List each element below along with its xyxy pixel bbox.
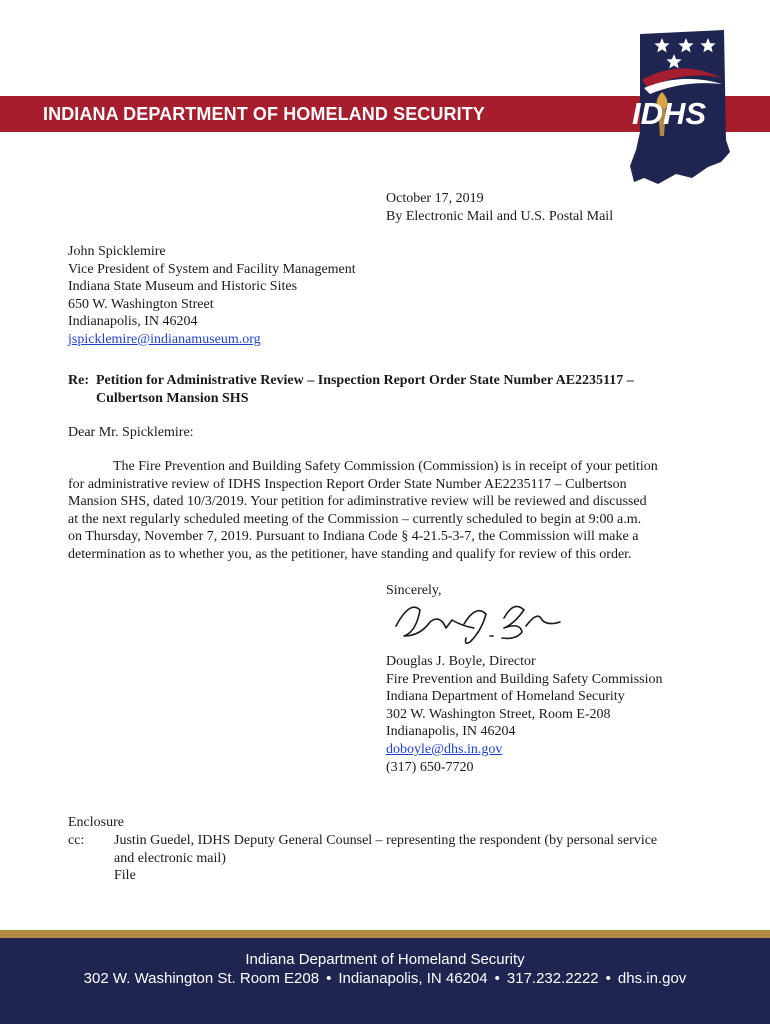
- recipient-city: Indianapolis, IN 46204: [68, 314, 198, 330]
- signer-city: Indianapolis, IN 46204: [386, 724, 516, 740]
- recipient-name: John Spicklemire: [68, 244, 166, 259]
- footer-street: 302 W. Washington St. Room E208: [83, 970, 320, 987]
- separator-dot: •: [326, 970, 332, 987]
- cc-line: and electronic mail): [114, 850, 226, 866]
- separator-dot: •: [605, 970, 611, 987]
- signature: [390, 596, 562, 652]
- body-paragraph: [68, 458, 658, 564]
- footer-city: Indianapolis, IN 46204: [338, 970, 488, 987]
- footer-gold-rule: [0, 930, 770, 938]
- signer-street: 302 W. Washington Street, Room E-208: [386, 706, 611, 722]
- body-line: determination as to whether you, as the petitioner, have standing and qualify for review of this order.: [68, 546, 632, 562]
- recipient-title: Vice President of System and Facility Management: [68, 261, 356, 277]
- body-line: for administrative review of IDHS Inspection Report Order State Number AE2235117 – Culbertson: [68, 476, 627, 492]
- signer-name: Douglas J. Boyle, Director: [386, 654, 536, 669]
- closing: Sincerely,: [386, 583, 442, 598]
- logo-text: IDHS: [632, 96, 707, 131]
- signer-phone: (317) 650-7720: [386, 759, 474, 775]
- footer-website[interactable]: dhs.in.gov: [617, 970, 687, 987]
- body-line: Mansion SHS, dated 10/3/2019. Your petition for adiminstrative review will be reviewed and discussed: [68, 494, 647, 510]
- signer-department: Indiana Department of Homeland Security: [386, 689, 625, 705]
- body-line: on Thursday, November 7, 2019. Pursuant to Indiana Code § 4-21.5-3-7, the Commission will make a: [68, 529, 639, 545]
- footer-contact-line: [0, 970, 770, 987]
- separator-dot: •: [494, 970, 500, 987]
- cc-label: cc:: [68, 833, 85, 848]
- recipient-address: [68, 243, 356, 349]
- salutation: Dear Mr. Spicklemire:: [68, 425, 194, 440]
- signer-block: [386, 653, 663, 776]
- cc-recipients: [114, 832, 657, 885]
- body-line: at the next regularly scheduled meeting of the Commission – currently scheduled to begin at 9:00 a.m.: [68, 511, 642, 527]
- idhs-logo: [618, 28, 743, 188]
- date-block: [386, 190, 613, 225]
- footer-department-name: Indiana Department of Homeland Security: [245, 951, 525, 968]
- subject-line-2: Culbertson Mansion SHS: [96, 390, 249, 406]
- cc-line: Justin Guedel, IDHS Deputy General Counsel – representing the respondent (by personal service: [114, 833, 658, 848]
- subject-line: [68, 372, 634, 407]
- footer-phone: 317.232.2222: [506, 970, 599, 987]
- recipient-email-link[interactable]: jspicklemire@indianamuseum.org: [68, 331, 261, 347]
- enclosure-label: Enclosure: [68, 815, 124, 830]
- body-line: The Fire Prevention and Building Safety Commission (Commission) is in receipt of your petition: [113, 459, 658, 474]
- department-title: INDIANA DEPARTMENT OF HOMELAND SECURITY: [43, 104, 485, 124]
- signer-commission: Fire Prevention and Building Safety Commission: [386, 671, 663, 687]
- recipient-organization: Indiana State Museum and Historic Sites: [68, 279, 298, 295]
- signer-email-link[interactable]: doboyle@dhs.in.gov: [386, 741, 503, 757]
- subject-line-1: Re: Petition for Administrative Review – Inspection Report Order State Number AE2235117 –: [68, 373, 634, 388]
- recipient-street: 650 W. Washington Street: [68, 296, 214, 312]
- delivery-method: By Electronic Mail and U.S. Postal Mail: [386, 208, 614, 224]
- letter-date: October 17, 2019: [386, 191, 484, 206]
- cc-line: File: [114, 868, 136, 884]
